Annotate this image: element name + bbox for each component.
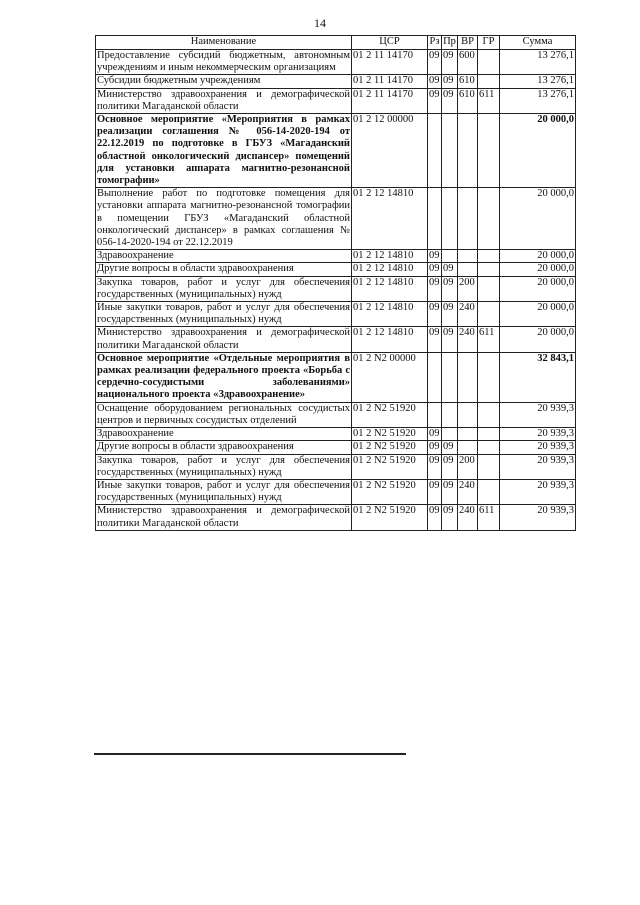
row-name-cell: Иные закупки товаров, работ и услуг для обеспечения государственных (муниципальных) нужд [97, 302, 350, 326]
row-sum-cell: 20 000,0 [500, 302, 576, 327]
table-row [96, 505, 576, 530]
row-name-cell: Закупка товаров, работ и услуг для обеспечения государственных (муниципальных) нужд [97, 454, 350, 478]
row-rz-cell [428, 352, 442, 402]
row-gr-cell [478, 276, 500, 301]
row-name-cell: Закупка товаров, работ и услуг для обеспечения государственных (муниципальных) нужд [97, 276, 350, 300]
table-row [96, 352, 576, 402]
row-pr-cell: 09 [442, 276, 458, 301]
row-csr-cell: 01 2 12 14810 [352, 188, 428, 250]
row-pr-cell [442, 428, 458, 441]
row-csr-cell: 01 2 N2 51920 [352, 505, 428, 530]
row-pr-cell [442, 402, 458, 427]
row-sum-cell: 20 000,0 [500, 114, 576, 188]
row-name-cell: Основное мероприятие «Мероприятия в рамках реализации соглашения № 056-14-2020-194 от 22.12.2019 по подготовке в ГБУЗ «Магаданский областной онкологический диспансер» помещений для установки аппарата магнитно-резонансной томографии» [97, 114, 350, 187]
row-gr-cell [478, 75, 500, 88]
row-csr-cell: 01 2 12 00000 [352, 114, 428, 188]
row-vr-cell: 240 [458, 479, 478, 504]
row-vr-cell: 200 [458, 276, 478, 301]
row-pr-cell: 09 [442, 441, 458, 454]
header-gr: ГР [478, 36, 500, 50]
row-rz-cell: 09 [429, 441, 440, 453]
row-rz-cell: 09 [428, 302, 442, 327]
table-row [96, 302, 576, 327]
row-sum-cell: 20 939,3 [500, 402, 576, 427]
row-gr-cell: 611 [478, 327, 500, 352]
row-vr-cell [458, 250, 478, 263]
row-sum-cell: 20 939,3 [500, 441, 576, 454]
row-vr-cell [458, 114, 478, 188]
row-csr-cell: 01 2 N2 51920 [352, 402, 428, 427]
row-name-cell: Иные закупки товаров, работ и услуг для обеспечения государственных (муниципальных) нужд [97, 479, 350, 504]
row-vr-cell [458, 428, 478, 441]
table-row [96, 479, 576, 504]
row-gr-cell [478, 250, 500, 263]
table-row [96, 250, 576, 263]
row-rz-cell: 09 [429, 250, 440, 262]
row-csr-cell: 01 2 11 14170 [352, 50, 428, 75]
row-pr-cell: 09 [442, 88, 458, 113]
table-row [96, 114, 576, 188]
row-vr-cell: 610 [458, 88, 478, 113]
row-sum-cell: 20 000,0 [500, 188, 576, 250]
row-vr-cell [458, 402, 478, 427]
row-pr-cell [442, 114, 458, 188]
row-csr-cell: 01 2 11 14170 [352, 75, 428, 88]
row-name-cell: Предоставление субсидий бюджетным, автономным учреждениям и иным некоммерческим организациям [97, 50, 350, 74]
header-rz: Рз [428, 36, 442, 50]
table-header-row [96, 36, 576, 50]
row-gr-cell [478, 352, 500, 402]
row-rz-cell: 09 [429, 428, 440, 440]
row-vr-cell: 600 [458, 50, 478, 75]
row-name-cell: Здравоохранение [96, 250, 352, 263]
row-rz-cell [428, 114, 442, 188]
row-pr-cell: 09 [442, 302, 458, 327]
row-rz-cell [428, 188, 442, 250]
row-gr-cell [478, 114, 500, 188]
row-sum-cell: 20 000,0 [500, 263, 576, 276]
row-name-cell: Министерство здравоохранения и демографической политики Магаданской области [97, 505, 350, 529]
row-gr-cell: 611 [478, 88, 500, 113]
row-gr-cell [478, 188, 500, 250]
table-body [96, 50, 576, 531]
row-rz-cell: 09 [428, 327, 442, 352]
table-row [96, 441, 576, 454]
row-sum-cell: 20 939,3 [500, 479, 576, 504]
row-sum-cell: 20 939,3 [500, 454, 576, 479]
row-name-cell: Оснащение оборудованием региональных сосудистых центров и первичных сосудистых отделений [97, 402, 350, 426]
row-pr-cell: 09 [442, 327, 458, 352]
row-pr-cell: 09 [442, 263, 458, 276]
header-name: Наименование [96, 36, 352, 50]
row-name-cell: Министерство здравоохранения и демографической политики Магаданской области [97, 327, 350, 351]
row-vr-cell: 240 [458, 505, 478, 530]
row-sum-cell: 13 276,1 [500, 75, 576, 88]
header-vr: ВР [458, 36, 478, 50]
row-csr-cell: 01 2 12 14810 [352, 327, 428, 352]
row-vr-cell: 200 [458, 454, 478, 479]
row-pr-cell [442, 250, 458, 263]
row-sum-cell: 13 276,1 [500, 88, 576, 113]
header-csr: ЦСР [352, 36, 428, 50]
row-vr-cell [458, 188, 478, 250]
row-name-cell: Другие вопросы в области здравоохранения [96, 263, 352, 276]
table-row [96, 188, 576, 250]
row-gr-cell [478, 479, 500, 504]
row-rz-cell: 09 [428, 454, 442, 479]
row-csr-cell: 01 2 11 14170 [352, 88, 428, 113]
table-row [96, 263, 576, 276]
row-rz-cell: 09 [428, 276, 442, 301]
row-gr-cell [478, 428, 500, 441]
row-sum-cell: 20 000,0 [500, 250, 576, 263]
row-csr-cell: 01 2 12 14810 [352, 263, 428, 276]
budget-table [95, 35, 576, 531]
row-sum-cell: 20 000,0 [500, 276, 576, 301]
row-gr-cell [478, 402, 500, 427]
table-row [96, 428, 576, 441]
row-gr-cell [478, 441, 500, 454]
row-csr-cell: 01 2 12 14810 [352, 302, 428, 327]
row-csr-cell: 01 2 N2 51920 [352, 454, 428, 479]
row-rz-cell: 09 [428, 505, 442, 530]
row-pr-cell: 09 [442, 50, 458, 75]
row-pr-cell: 09 [442, 505, 458, 530]
row-csr-cell: 01 2 N2 51920 [352, 441, 428, 454]
row-csr-cell: 01 2 N2 51920 [352, 479, 428, 504]
row-name-cell: Министерство здравоохранения и демографической политики Магаданской области [97, 88, 350, 112]
row-rz-cell: 09 [429, 75, 440, 87]
row-vr-cell: 240 [458, 327, 478, 352]
row-sum-cell: 32 843,1 [500, 352, 576, 402]
table-row [96, 75, 576, 88]
footnote-divider [94, 753, 406, 755]
row-gr-cell: 611 [478, 505, 500, 530]
table-row [96, 88, 576, 113]
row-rz-cell: 09 [428, 50, 442, 75]
header-pr: Пр [442, 36, 458, 50]
row-vr-cell [458, 352, 478, 402]
page-number: 14 [314, 16, 326, 30]
row-name-cell: Выполнение работ по подготовке помещения для установки аппарата магнитно-резонансной томографии в помещении ГБУЗ «Магаданский областной онкологический диспансер» в рамках соглашения № 056-14-2020-194 от 22.12.2019 [97, 188, 350, 249]
table-row [96, 454, 576, 479]
row-rz-cell: 09 [429, 263, 440, 275]
table-row [96, 327, 576, 352]
row-csr-cell: 01 2 12 14810 [352, 276, 428, 301]
row-name-cell: Другие вопросы в области здравоохранения [96, 441, 352, 454]
row-rz-cell: 09 [428, 88, 442, 113]
row-sum-cell: 20 939,3 [500, 505, 576, 530]
table-row [96, 50, 576, 75]
table-row [96, 276, 576, 301]
row-gr-cell [478, 454, 500, 479]
table-row [96, 402, 576, 427]
row-vr-cell [458, 441, 478, 454]
row-gr-cell [478, 50, 500, 75]
row-vr-cell: 610 [458, 75, 478, 88]
row-gr-cell [478, 302, 500, 327]
row-sum-cell: 20 939,3 [500, 428, 576, 441]
row-name-cell: Здравоохранение [96, 428, 352, 441]
header-sum: Сумма [500, 36, 576, 50]
row-pr-cell: 09 [442, 454, 458, 479]
row-pr-cell: 09 [442, 479, 458, 504]
row-rz-cell [428, 402, 442, 427]
row-sum-cell: 13 276,1 [500, 50, 576, 75]
row-pr-cell [442, 352, 458, 402]
row-rz-cell: 09 [428, 479, 442, 504]
row-csr-cell: 01 2 12 14810 [352, 250, 428, 263]
row-gr-cell [478, 263, 500, 276]
row-vr-cell: 240 [458, 302, 478, 327]
row-name-cell: Субсидии бюджетным учреждениям [96, 75, 352, 88]
row-name-cell: Основное мероприятие «Отдельные мероприятия в рамках реализации федерального проекта «Борьба с сердечно-сосудистыми заболеваниями» национального проекта «Здравоохранение» [97, 352, 350, 401]
row-pr-cell [442, 188, 458, 250]
row-pr-cell: 09 [442, 75, 458, 88]
row-csr-cell: 01 2 N2 00000 [352, 352, 428, 402]
row-sum-cell: 20 000,0 [500, 327, 576, 352]
row-csr-cell: 01 2 N2 51920 [352, 428, 428, 441]
row-vr-cell [458, 263, 478, 276]
